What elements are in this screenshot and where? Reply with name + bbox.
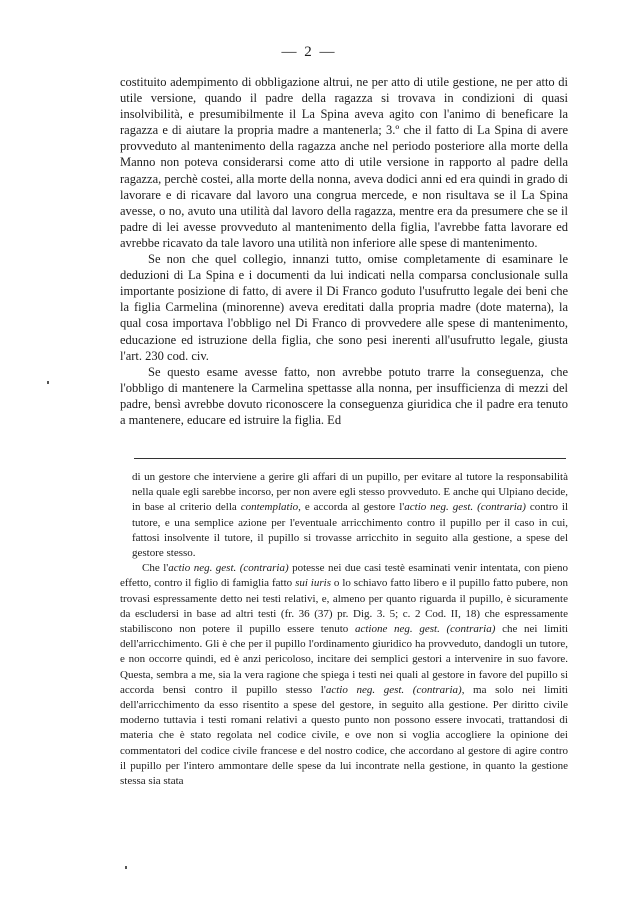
footnote-emphasis: contemplatio xyxy=(240,501,299,514)
scan-speck xyxy=(125,866,127,869)
footnote-paragraph-1: di un gestore che interviene a gerire gli affari di un pupillo, per evitare al tutore la responsabilità nella quale egli sarebbe incorso, per non avere egli stesso provveduto. E anche qui Ulpiano decide, in base al criterio della contemplatio, e accorda al gestore l'actio neg. gest. (contraria) contro il tutore, e una semplice azione per l'eventuale arricchimento contro il pupillo per il caso in cui, fattosi insolvente il tutore, il pupillo si trovasse arricchito in seguito alla gestione, a spese del gestore stesso. xyxy=(132,471,568,560)
footnote-emphasis: actio neg. gest. (contraria) xyxy=(325,683,462,696)
footnote-paragraph-2: Che l'actio neg. gest. (contraria) potesse nei due casi testè esaminati venir intentata, con pieno effetto, contro il figlio di famiglia fatto sui iuris o lo schiavo fatto libero e il pupillo fatto pubere, non trovasi espressamente detto nei testi relativi, e, almeno per quanto riguarda il pupillo, è sicuramente da escludersi in base ad altri testi (fr. 36 (37) pr. Dig. 3. 5; c. 2 Cod. II, 18) che espressamente stabiliscono non potere il pupillo essere tenuto actione neg. gest. (contraria) che nei limiti dell'arricchimento. Gli è che per il pupillo l'ordinamento giuridico ha provveduto, dandogli un tutore, e non occorre quindi, ed è anzi pericoloso, incitare dei semplici gestori a intervenire in suo favore. Questa, sembra a me, sia la vera ragione che spiega i testi nei quali al gestore in favore del pupillo si accorda bensì contro il pupillo stesso l'actio neg. gest. (contraria), ma solo nei limiti dell'arricchimento da esso risentito a spese del gestore, in seguito alla gestione. Per diritto civile moderno tuttavia i testi romani relativi a questo punto non possono essere invocati, trattandosi di materia che è stato regolata nel codice civile, e ove non si voglia accogliere la opinione dei commentatori del codice civile francese e del nostro codice, che accordano al gestore di agire contro il pupillo per l'intero ammontare delle spese da lui incontrate nella gestione, in quanto la gestione stessa sia stata xyxy=(120,562,569,788)
main-paragraph-1: costituito adempimento di obbligazione altrui, ne per atto di utile gestione, ne per atto di utile versione, quando il padre della ragazza si trovava in condizioni di quasi insolvibilità, e presumibilmente il La Spina aveva agito con l'animo di beneficare la ragazza e di aiutare la propria madre a mantenerla; 3.º che il fatto di La Spina di avere provveduto al mantenimento della ragazza anche nel periodo posteriore alla morte della Manno non poteva considerarsi come atto di utile versione in rapporto al padre della ragazza, perchè costei, alla morte della nonna, aveva dodici anni ed era quindi in grado di lavorare e di ricavare dal lavoro una congrua mercede, e non risultava se il La Spina avesse, o no, avuto una utilità dal lavoro della ragazza, mentre era da presumere che se il padre di lei avesse provveduto al mantenimento della figlia, l'avrebbe fatta lavorare ed avrebbe ricavato da tale lavoro una utilità non inferiore alle spese di mantenimento. xyxy=(120,75,568,250)
main-paragraph-3: Se questo esame avesse fatto, non avrebbe potuto trarre la conseguenza, che l'obbligo di mantenere la Carmelina spettasse alla nonna, per insufficienza di mezzi del padre, bensì avrebbe dovuto riconoscere la conseguenza giuridica che il padre era tenuto a mantenere, educare ed istruire la figlia. Ed xyxy=(120,364,568,427)
main-text xyxy=(120,74,568,428)
footnote-emphasis: actione neg. gest. (contraria) xyxy=(354,623,496,636)
footnote-emphasis: actio neg. gest. (contraria) xyxy=(404,501,526,514)
page-number: — 2 — xyxy=(281,44,337,60)
footnote-emphasis: sui iuris xyxy=(295,577,331,590)
footnote-divider xyxy=(134,458,566,459)
scan-speck xyxy=(47,381,49,384)
footnote-emphasis: actio neg. gest. (contraria) xyxy=(168,562,289,575)
main-paragraph-2: Se non che quel collegio, innanzi tutto, omise completamente di esaminare le deduzioni di La Spina e i documenti da lui indicati nella comparsa conclusionale sulla importante posizione di fatto, di avere il Di Franco goduto l'usufrutto legale dei beni che la figlia Carmelina (minorenne) aveva ereditati dalla propria madre (dote materna), la qual cosa importava l'obbligo nel Di Franco di provvedere alle spese di mantenimento, educazione ed istruzione della figlia, che sono pesi inerenti all'usufrutto legale, giusta l'art. 230 cod. civ. xyxy=(120,252,568,363)
footnote xyxy=(120,470,568,789)
